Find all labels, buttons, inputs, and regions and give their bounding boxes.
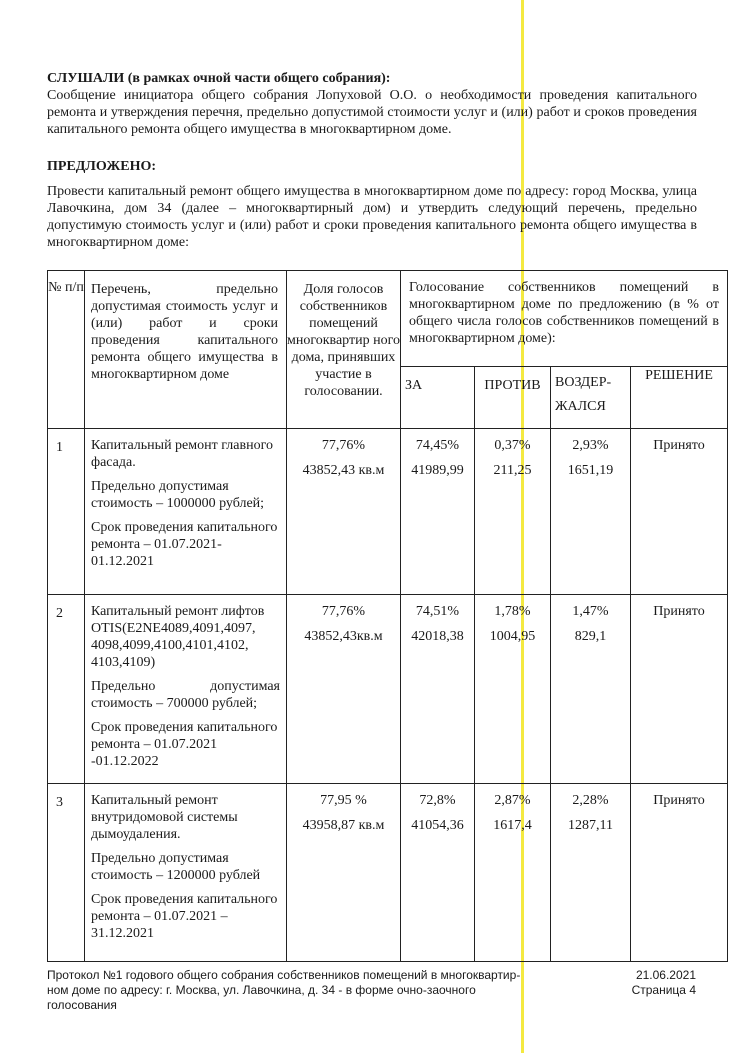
for-percent: 74,51% <box>415 604 460 619</box>
header-share: Доля голосов собственников помещений многоквартир ного дома, принявших участие в голосовании. <box>287 271 401 429</box>
row-num: 2 <box>48 595 85 784</box>
against-value: 1617,4 <box>493 818 532 833</box>
proposed-text: Провести капитальный ремонт общего имущества в многоквартирном доме по адресу: город Москва, улица Лавочкина, дом 34 (далее – многоквартирный дом) и утвердить следующий перечень, предельно допустимую стоимость услуг и (или) работ и сроки проведения капитального ремонта общего имущества в многоквартирном доме: <box>47 184 697 250</box>
item-term: Срок проведения капитального ремонта – 01.07.2021-01.12.2021 <box>91 520 278 569</box>
abstain-percent: 2,93% <box>572 438 609 453</box>
row-decision: Принято <box>631 429 728 595</box>
abstain-percent: 1,47% <box>572 604 609 619</box>
heard-text: Сообщение инициатора общего собрания Лопуховой О.О. о необходимости проведения капитального ремонта и утверждения перечня, предельно допустимой стоимости услуг и (или) работ и сроков проведения капитального ремонта общего имущества в многоквартирном доме. <box>47 88 697 137</box>
heard-section <box>47 70 697 138</box>
row-for <box>401 429 475 595</box>
row-against <box>475 595 551 784</box>
against-value: 1004,95 <box>489 629 536 644</box>
share-area: 43958,87 кв.м <box>302 818 385 833</box>
for-value: 42018,38 <box>411 629 464 644</box>
row-abstain <box>551 595 631 784</box>
item-title: Капитальный ремонт лифтов OTIS(E2NE4089,4091,4097, 4098,4099,4100,4101,4102, 4103,4109) <box>91 604 265 670</box>
row-abstain <box>551 429 631 595</box>
share-area: 43852,43 кв.м <box>302 463 385 478</box>
proposed-section <box>47 158 697 251</box>
table-row <box>48 429 728 595</box>
header-num: № п/п <box>48 271 85 429</box>
heard-title: СЛУШАЛИ (в рамках очной части общего собрания): <box>47 71 391 86</box>
footer-protocol <box>47 968 527 1013</box>
row-share <box>287 595 401 784</box>
footer-meta <box>600 968 696 998</box>
row-item <box>85 595 287 784</box>
table-row <box>48 595 728 784</box>
abstain-value: 829,1 <box>574 629 607 644</box>
row-decision: Принято <box>631 595 728 784</box>
footer-date: 21.06.2021 <box>635 968 696 982</box>
proposed-title: ПРЕДЛОЖЕНО: <box>47 159 157 174</box>
header-against: ПРОТИВ <box>475 367 551 429</box>
table-row <box>48 784 728 962</box>
share-percent: 77,76% <box>321 438 366 453</box>
against-percent: 0,37% <box>494 438 531 453</box>
header-decision: РЕШЕНИЕ <box>631 367 728 429</box>
share-area: 43852,43кв.м <box>304 629 383 644</box>
footer-protocol-line2: ном доме по адресу: г. Москва, ул. Лавочкина, д. 34 - в форме очно-заочного голосования <box>47 983 476 1012</box>
row-num: 1 <box>48 429 85 595</box>
voting-table <box>47 270 728 962</box>
against-value: 211,25 <box>493 463 532 478</box>
header-vote: Голосование собственников помещений в многоквартирном доме по предложению (в % от общего числа голосов собственников помещений в многоквартирном доме): <box>401 271 728 367</box>
row-for <box>401 784 475 962</box>
row-against <box>475 429 551 595</box>
against-percent: 1,78% <box>494 604 531 619</box>
abstain-value: 1287,11 <box>568 818 613 833</box>
abstain-percent: 2,28% <box>572 793 609 808</box>
header-abstain: ВОЗДЕР-ЖАЛСЯ <box>551 367 631 429</box>
item-term: Срок проведения капитального ремонта – 01.07.2021 – 31.12.2021 <box>91 892 278 941</box>
footer-protocol-line1: Протокол №1 годового общего собрания собственников помещений в многоквартир- <box>47 968 521 982</box>
row-share <box>287 784 401 962</box>
header-for: ЗА <box>401 367 475 429</box>
for-percent: 72,8% <box>419 793 456 808</box>
share-percent: 77,76% <box>321 604 366 619</box>
item-cost: Предельно допустимая стоимость – 1000000 рублей; <box>91 479 265 511</box>
for-percent: 74,45% <box>415 438 460 453</box>
for-value: 41054,36 <box>411 818 464 833</box>
against-percent: 2,87% <box>494 793 531 808</box>
item-cost: Предельно допустимая стоимость – 1200000 рублей <box>91 851 261 883</box>
row-share <box>287 429 401 595</box>
header-list: Перечень, предельно допустимая стоимость услуг и (или) работ и сроки проведения капитального ремонта общего имущества в многоквартирном доме <box>85 271 287 429</box>
row-decision: Принято <box>631 784 728 962</box>
row-item <box>85 784 287 962</box>
row-for <box>401 595 475 784</box>
row-num: 3 <box>48 784 85 962</box>
footer-page-number: Страница 4 <box>631 983 696 997</box>
share-percent: 77,95 % <box>320 793 367 808</box>
for-value: 41989,99 <box>411 463 464 478</box>
item-title: Капитальный ремонт внутридомовой системы дымоудаления. <box>91 793 238 842</box>
row-abstain <box>551 784 631 962</box>
row-item <box>85 429 287 595</box>
item-title: Капитальный ремонт главного фасада. <box>91 438 273 470</box>
abstain-value: 1651,19 <box>567 463 614 478</box>
item-cost: Предельно допустимая стоимость – 700000 рублей; <box>91 679 280 711</box>
row-against <box>475 784 551 962</box>
header-row <box>48 271 728 367</box>
item-term: Срок проведения капитального ремонта – 01.07.2021 -01.12.2022 <box>91 720 278 769</box>
